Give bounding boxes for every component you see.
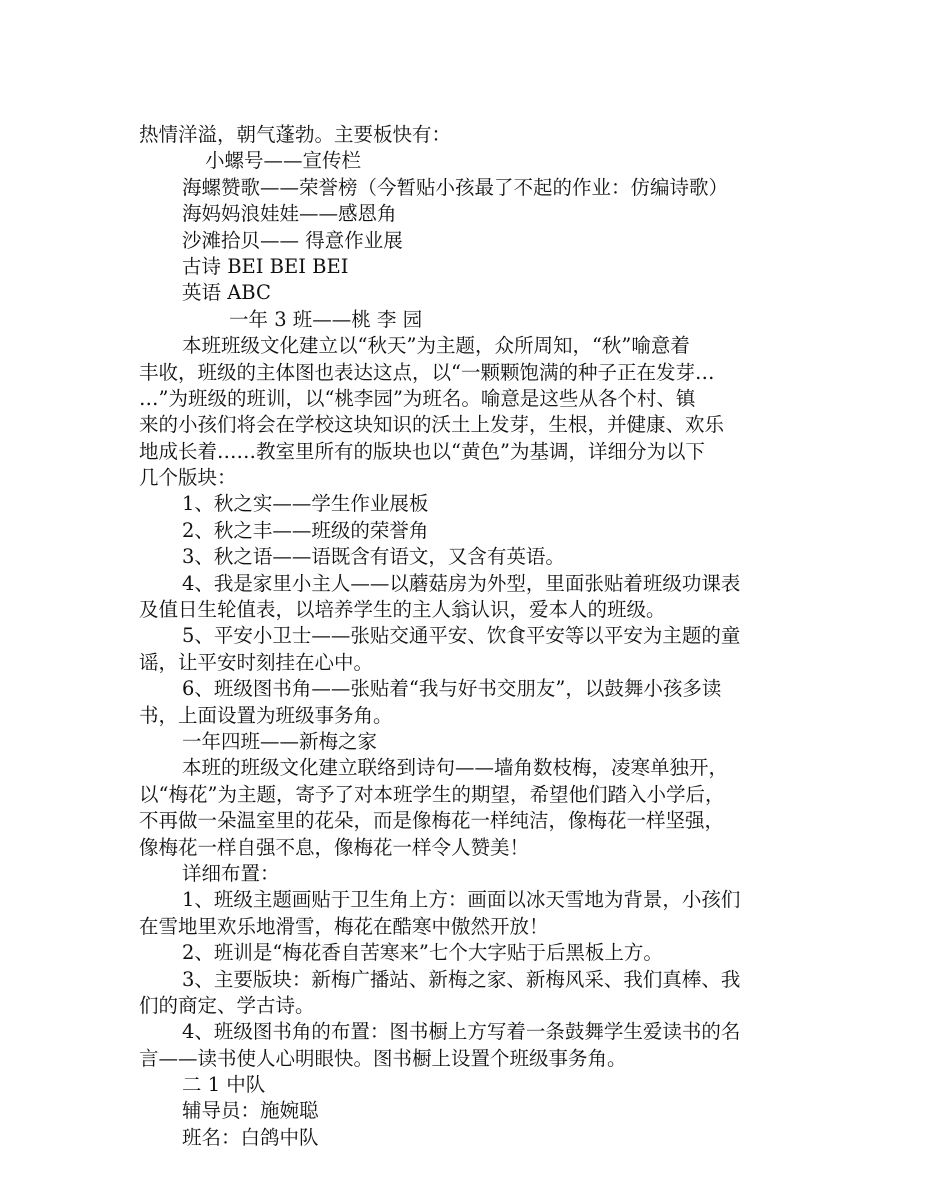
text-line: 海妈妈浪娃娃——感恩角 [182,202,397,226]
text-line: 小螺号——宣传栏 [205,149,362,173]
text-line: 4、班级图书角的布置：图书橱上方写着一条鼓舞学生爱读书的名 [182,1020,741,1044]
text-line: 在雪地里欢乐地滑雪，梅花在酷寒中傲然开放！ [139,914,549,938]
text-line: 们的商定、学古诗。 [139,993,315,1017]
document-body [139,122,829,1151]
text-line: 本班的班级文化建立联络到诗句——墙角数枝梅，凌寒单独开， [182,756,729,780]
text-line: 一年 3 班——桃 李 园 [229,307,423,331]
text-line: …”为班级的班训，以“桃李园”为班名。喻意是这些从各个村、镇 [139,386,696,410]
text-line: 1、班级主题画贴于卫生角上方：画面以冰天雪地为背景，小孩们 [182,888,741,912]
text-line: 古诗 BEI BEI BEI [182,254,349,278]
text-line: 1、秋之实——学生作业展板 [182,492,429,516]
text-line: 2、班训是“梅花香自苦寒来”七个大字贴于后黑板上方。 [182,941,663,965]
text-line: 书，上面设置为班级事务角。 [139,703,393,727]
text-line: 地成长着……教室里所有的版块也以“黄色”为基调，详细分为以下 [139,439,705,463]
text-line: 谣，让平安时刻挂在心中。 [139,650,374,674]
text-line: 沙滩拾贝—— 得意作业展 [182,228,403,252]
text-line: 5、平安小卫士——张贴交通平安、饮食平安等以平安为主题的童 [182,624,741,648]
text-line: 像梅花一样自强不息，像梅花一样令人赞美！ [139,835,530,859]
text-line: 以“梅花”为主题，寄予了对本班学生的期望，希望他们踏入小学后， [139,782,725,806]
text-line: 一年四班——新梅之家 [182,729,378,753]
text-line: 几个版块： [139,466,237,490]
text-line: 辅导员：施婉聪 [182,1099,319,1123]
text-line: 班名：白鸽中队 [182,1125,319,1149]
text-line: 二 1 中队 [182,1073,266,1097]
text-line: 详细布置： [182,861,280,885]
text-line: 6、班级图书角——张贴着“我与好书交朋友”，以鼓舞小孩多读 [182,677,722,701]
text-line: 3、秋之语——语既含有语文，又含有英语。 [182,545,565,569]
text-line: 英语 ABC [182,281,271,305]
text-line: 2、秋之丰——班级的荣誉角 [182,518,429,542]
text-line: 4、我是家里小主人——以蘑菇房为外型，里面张贴着班级功课表 [182,571,741,595]
text-line: 热情洋溢，朝气蓬勃。主要板快有： [139,123,452,146]
text-line: 丰收，班级的主体图也表达这点，以“一颗颗饱满的种子正在发芽… [139,360,715,384]
text-line: 本班班级文化建立以“秋天”为主题，众所周知，“秋”喻意着 [182,334,690,358]
text-line: 不再做一朵温室里的花朵，而是像梅花一样纯洁，像梅花一样坚强， [139,809,725,833]
text-line: 3、主要版块：新梅广播站、新梅之家、新梅风采、我们真棒、我 [182,967,741,991]
text-line: 及值日生轮值表，以培养学生的主人翁认识，爱本人的班级。 [139,598,666,622]
text-line: 言——读书使人心明眼快。图书橱上设置个班级事务角。 [139,1046,627,1070]
text-line: 海螺赞歌——荣誉榜（今暂贴小孩最了不起的作业：仿编诗歌） [182,175,729,199]
text-line: 来的小孩们将会在学校这块知识的沃土上发芽，生根，并健康、欢乐 [139,413,725,437]
